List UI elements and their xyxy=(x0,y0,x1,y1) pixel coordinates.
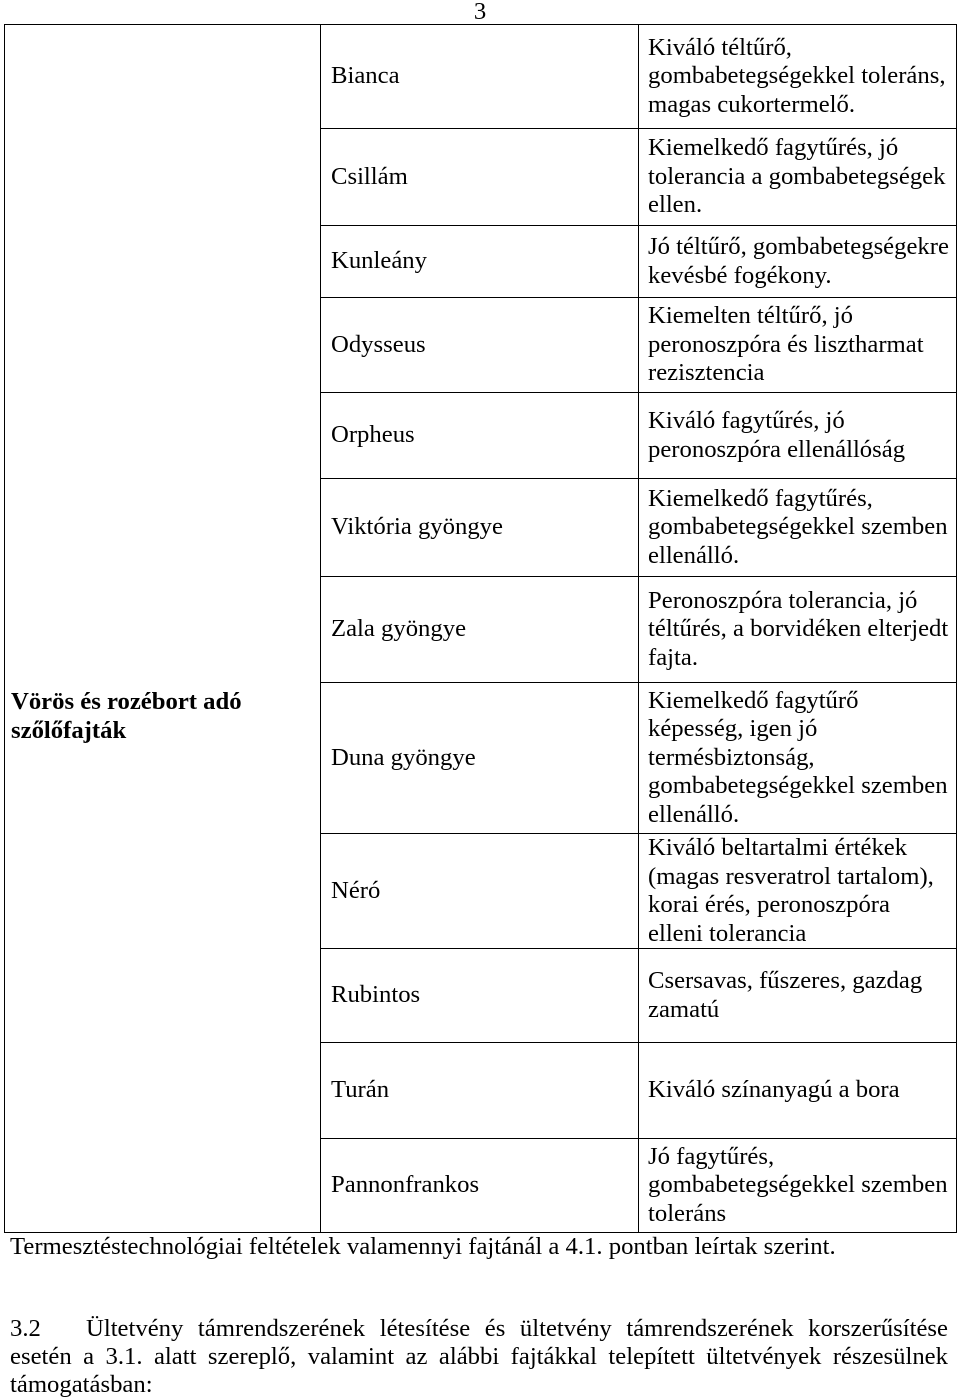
page-number: 3 xyxy=(473,0,487,25)
variety-description: Kiváló téltűrő, gombabetegségekkel toleráns, magas cukortermelő. xyxy=(639,25,957,129)
section-line xyxy=(10,1343,948,1371)
section-line xyxy=(10,1315,948,1343)
section-text: esetén a 3.1. alatt szereplő, valamint az alábbi fajtákkal telepített ültetvények részesülnek xyxy=(10,1343,948,1370)
category-label: Vörös és rozébort adó szőlőfajták xyxy=(5,25,321,1233)
variety-name: Pannonfrankos xyxy=(321,1139,639,1233)
variety-name: Zala gyöngye xyxy=(321,577,639,683)
variety-description: Kiváló beltartalmi értékek (magas resveratrol tartalom), korai érés, peronoszpóra elleni tolerancia xyxy=(639,834,957,949)
variety-name: Kunleány xyxy=(321,226,639,298)
variety-name: Orpheus xyxy=(321,393,639,479)
variety-description: Jó téltűrő, gombabetegségekre kevésbé fogékony. xyxy=(639,226,957,298)
table-row xyxy=(5,25,957,129)
variety-name: Viktória gyöngye xyxy=(321,479,639,577)
grape-varieties-table xyxy=(4,24,957,1233)
variety-name: Néró xyxy=(321,834,639,949)
variety-name: Turán xyxy=(321,1043,639,1139)
variety-description: Kiváló fagytűrés, jó peronoszpóra ellenállóság xyxy=(639,393,957,479)
cultivation-note: Termesztéstechnológiai feltételek valamennyi fajtánál a 4.1. pontban leírtak szerint. xyxy=(10,1233,836,1260)
section-number: 3.2 xyxy=(10,1315,41,1342)
variety-name: Rubintos xyxy=(321,949,639,1043)
section-text: támogatásban: xyxy=(10,1371,153,1398)
variety-description: Jó fagytűrés, gombabetegségekkel szemben toleráns xyxy=(639,1139,957,1233)
variety-name: Bianca xyxy=(321,25,639,129)
variety-description: Csersavas, fűszeres, gazdag zamatú xyxy=(639,949,957,1043)
variety-description: Peronoszpóra tolerancia, jó téltűrés, a borvidéken elterjedt fajta. xyxy=(639,577,957,683)
variety-description: Kiemelten téltűrő, jó peronoszpóra és lisztharmat rezisztencia xyxy=(639,298,957,393)
variety-name: Csillám xyxy=(321,129,639,226)
variety-description: Kiemelkedő fagytűrés, gombabetegségekkel szemben ellenálló. xyxy=(639,479,957,577)
variety-description: Kiváló színanyagú a bora xyxy=(639,1043,957,1139)
variety-description: Kiemelkedő fagytűrő képesség, igen jó termésbiztonság, gombabetegségekkel szemben ellenálló. xyxy=(639,683,957,834)
variety-name: Duna gyöngye xyxy=(321,683,639,834)
variety-description: Kiemelkedő fagytűrés, jó tolerancia a gombabetegségek ellen. xyxy=(639,129,957,226)
variety-name: Odysseus xyxy=(321,298,639,393)
section-text: Ültetvény támrendszerének létesítése és ültetvény támrendszerének korszerűsítése xyxy=(86,1315,948,1342)
section-line xyxy=(10,1371,948,1399)
